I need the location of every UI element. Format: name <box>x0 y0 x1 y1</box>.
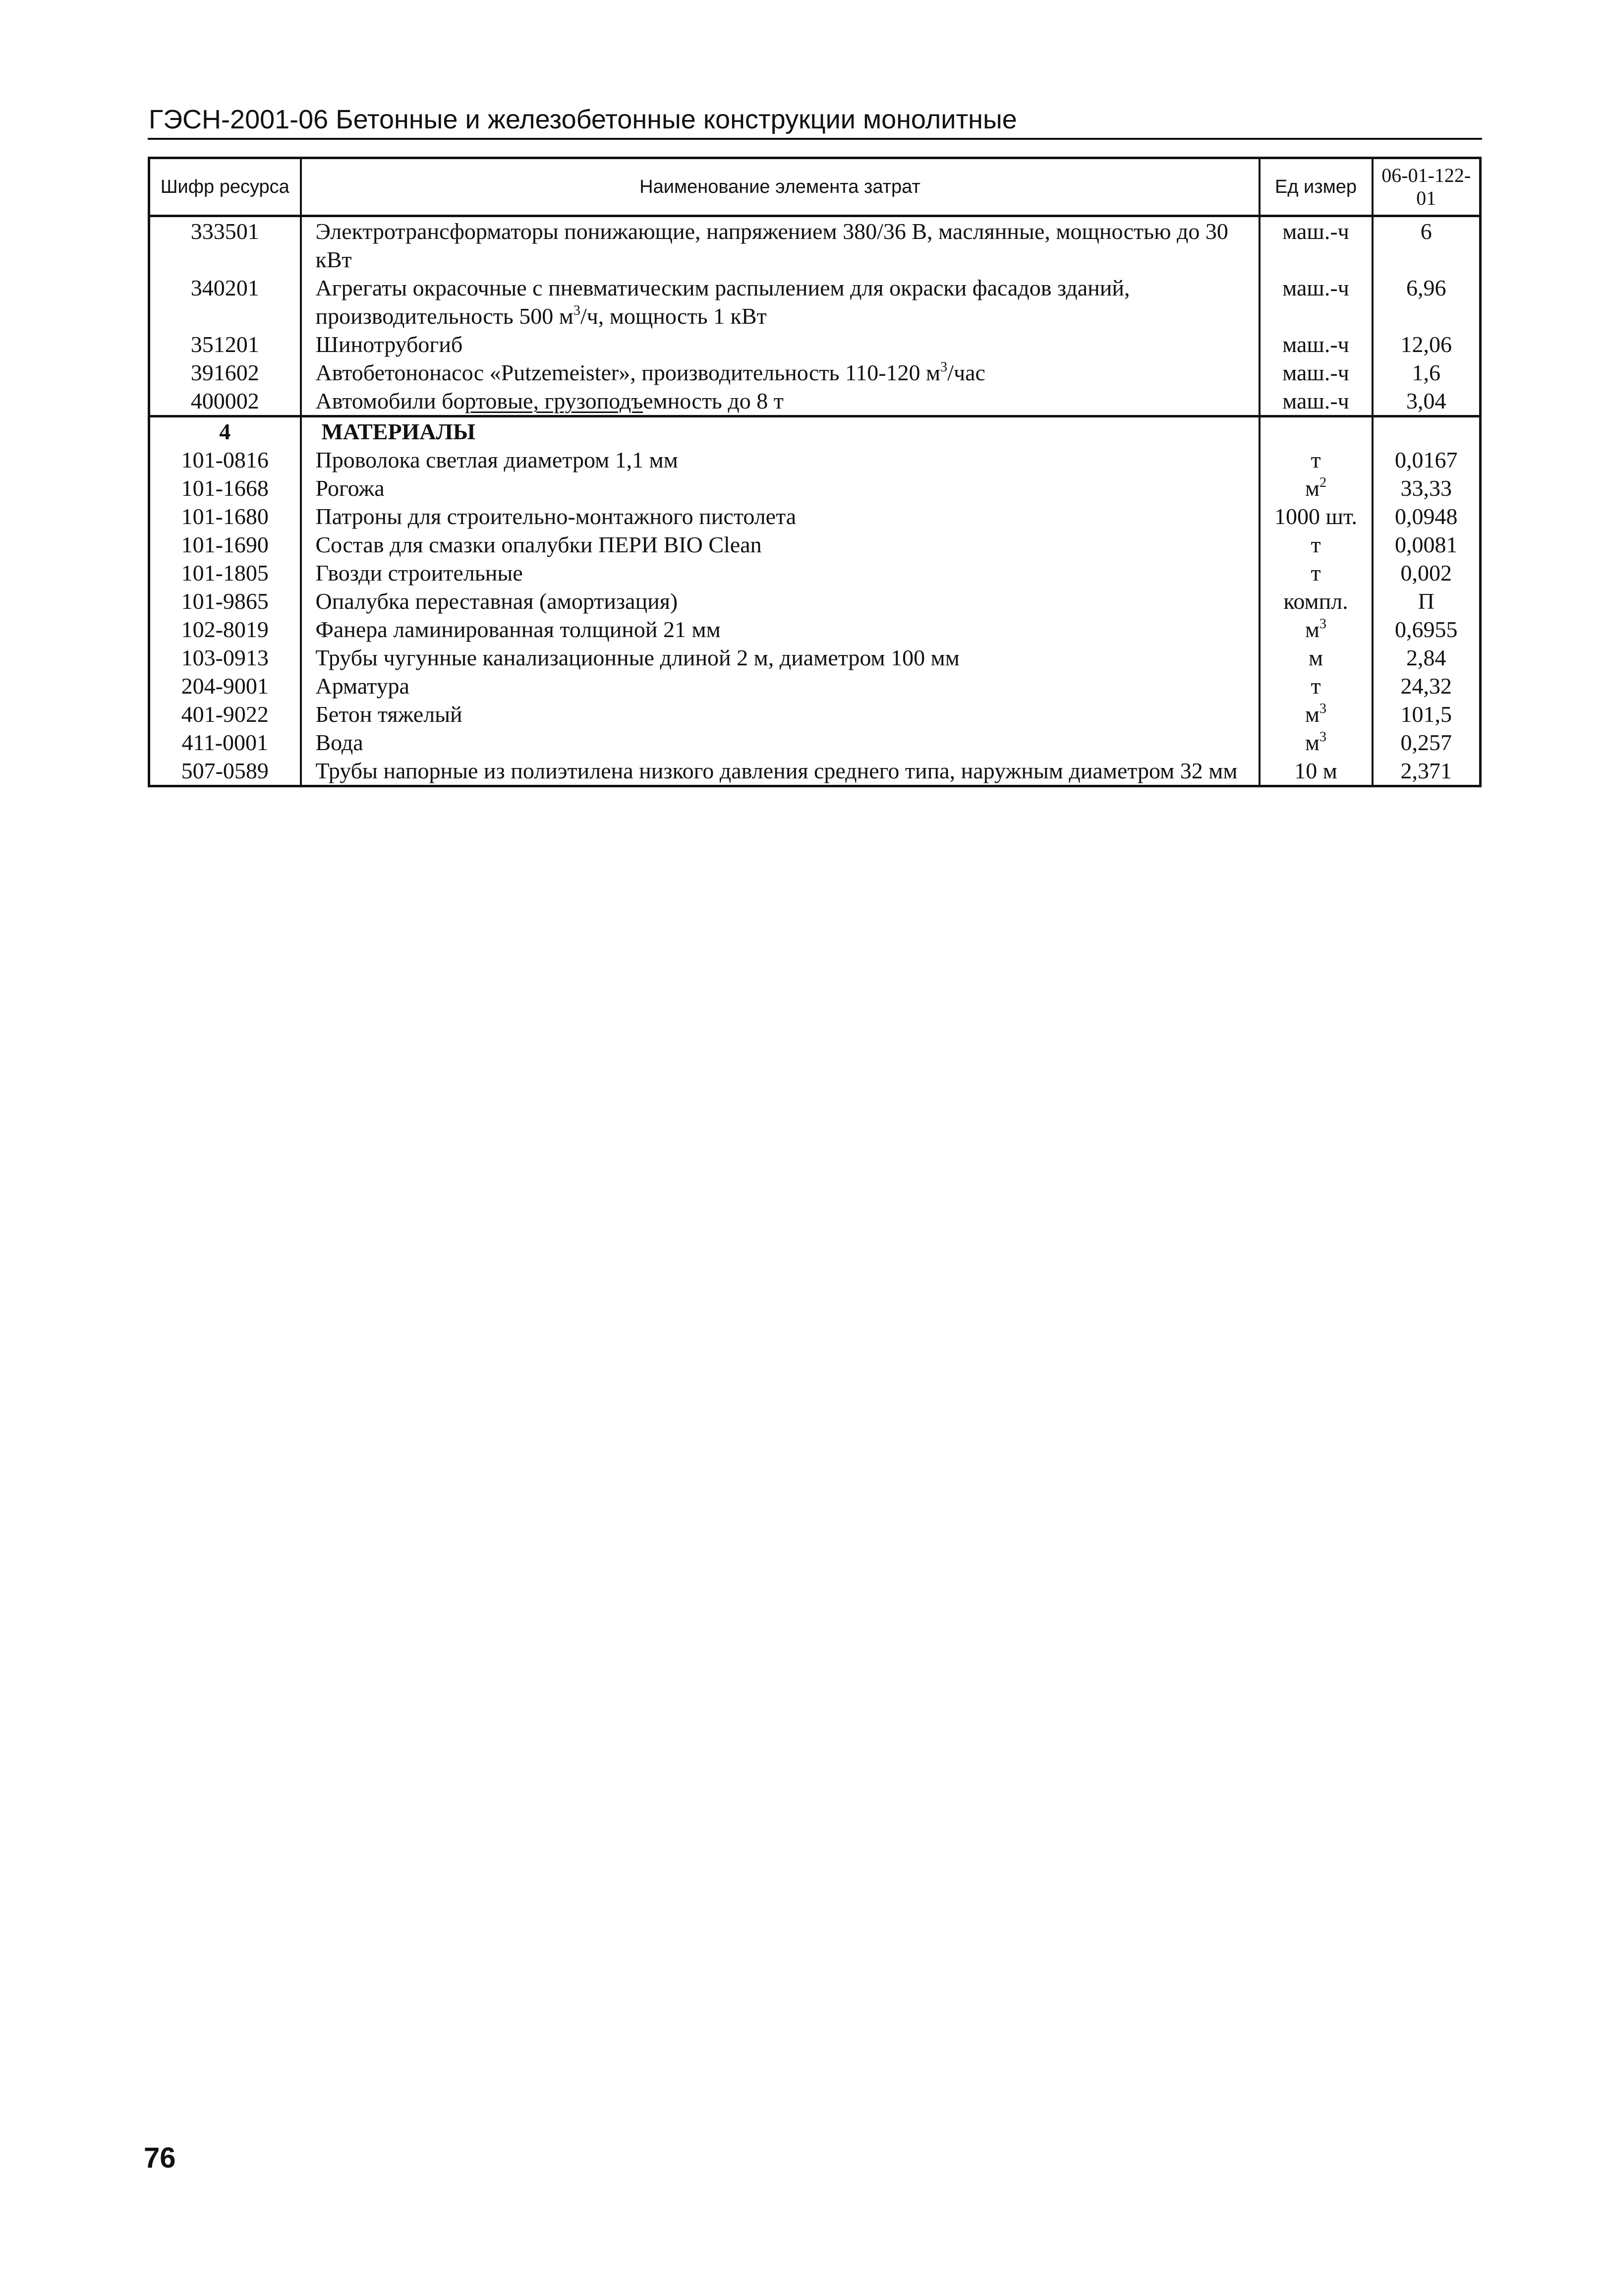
row-name: Арматура <box>301 672 1260 700</box>
row-name: Патроны для строительно-монтажного пистолета <box>301 502 1260 530</box>
row-unit-text: м <box>1305 617 1320 642</box>
table-row <box>149 274 1481 330</box>
row-unit: маш.-ч <box>1260 274 1373 330</box>
table-row <box>149 644 1481 672</box>
row-value: 101,5 <box>1373 700 1481 728</box>
row-code: 101-1805 <box>149 559 301 587</box>
row-value: 0,002 <box>1373 559 1481 587</box>
row-unit-superscript: 3 <box>1319 729 1327 745</box>
table-row <box>149 559 1481 587</box>
row-name: Электротрансформаторы понижающие, напряжением 380/36 В, маслянные, мощностью до 30 кВт <box>301 216 1260 274</box>
row-code: 507-0589 <box>149 757 301 786</box>
row-name-superscript: 3 <box>940 359 948 375</box>
row-code: 103-0913 <box>149 644 301 672</box>
row-name: Фанера ламинированная толщиной 21 мм <box>301 615 1260 644</box>
table-row <box>149 672 1481 700</box>
row-unit <box>1260 700 1373 728</box>
row-name <box>301 358 1260 387</box>
row-unit: т <box>1260 530 1373 559</box>
row-value: 2,84 <box>1373 644 1481 672</box>
row-name: Бетон тяжелый <box>301 700 1260 728</box>
row-unit <box>1260 474 1373 502</box>
row-unit: маш.-ч <box>1260 330 1373 358</box>
row-name: Проволока светлая диаметром 1,1 мм <box>301 446 1260 474</box>
row-unit <box>1260 416 1373 446</box>
row-name: Вода <box>301 728 1260 757</box>
row-value: 0,0081 <box>1373 530 1481 559</box>
row-code: 400002 <box>149 387 301 416</box>
table-row <box>149 474 1481 502</box>
row-unit: т <box>1260 446 1373 474</box>
table-header-row <box>149 158 1481 216</box>
column-header-name: Наименование элемента затрат <box>301 158 1260 216</box>
table-body <box>149 216 1481 786</box>
row-name-part: емность до 8 т <box>643 388 784 413</box>
row-unit: т <box>1260 672 1373 700</box>
table-row <box>149 358 1481 387</box>
row-value: 0,6955 <box>1373 615 1481 644</box>
row-code: 401-9022 <box>149 700 301 728</box>
row-unit: маш.-ч <box>1260 358 1373 387</box>
row-name: Трубы напорные из полиэтилена низкого давления среднего типа, наружным диаметром 32 мм <box>301 757 1260 786</box>
row-unit-superscript: 3 <box>1319 616 1327 632</box>
row-code: 351201 <box>149 330 301 358</box>
row-code: 101-1690 <box>149 530 301 559</box>
table-row <box>149 757 1481 786</box>
section-row <box>149 416 1481 446</box>
table-row <box>149 330 1481 358</box>
row-code: 204-9001 <box>149 672 301 700</box>
table-row <box>149 216 1481 274</box>
row-name <box>301 387 1260 416</box>
row-unit-text: м <box>1305 702 1320 727</box>
row-value: 12,06 <box>1373 330 1481 358</box>
row-value: 24,32 <box>1373 672 1481 700</box>
row-code: 101-1680 <box>149 502 301 530</box>
table-row <box>149 700 1481 728</box>
row-code: 411-0001 <box>149 728 301 757</box>
table-row <box>149 615 1481 644</box>
row-code: 101-1668 <box>149 474 301 502</box>
row-unit-superscript: 2 <box>1319 475 1327 490</box>
row-name: Гвозди строительные <box>301 559 1260 587</box>
row-unit-superscript: 3 <box>1319 701 1327 716</box>
row-name: Шинотрубогиб <box>301 330 1260 358</box>
row-unit: 10 м <box>1260 757 1373 786</box>
row-name-superscript: 3 <box>573 303 580 318</box>
row-unit: т <box>1260 559 1373 587</box>
row-name <box>301 274 1260 330</box>
table-header <box>149 158 1481 216</box>
table-row <box>149 502 1481 530</box>
row-value: 1,6 <box>1373 358 1481 387</box>
row-unit: маш.-ч <box>1260 387 1373 416</box>
row-name-part: /ч, мощность 1 кВт <box>580 303 767 329</box>
row-value: П <box>1373 587 1481 615</box>
row-value: 3,04 <box>1373 387 1481 416</box>
row-name: Рогожа <box>301 474 1260 502</box>
row-code: 391602 <box>149 358 301 387</box>
table-row <box>149 387 1481 416</box>
row-unit-text: м <box>1305 475 1320 501</box>
row-code: 102-8019 <box>149 615 301 644</box>
row-unit: компл. <box>1260 587 1373 615</box>
page-header <box>148 97 1482 140</box>
section-title: МАТЕРИАЛЫ <box>301 416 1260 446</box>
table-row <box>149 728 1481 757</box>
row-unit: маш.-ч <box>1260 216 1373 274</box>
row-name-part: Агрегаты окрасочные с пневматическим распылением для окраски фасадов зданий, производительность 500 м <box>315 275 1130 329</box>
row-unit: м <box>1260 644 1373 672</box>
row-unit-text: м <box>1305 730 1320 755</box>
table-row <box>149 587 1481 615</box>
row-name-part: /час <box>947 360 985 385</box>
column-header-value: 06-01-122-01 <box>1373 158 1481 216</box>
table-row <box>149 446 1481 474</box>
row-code: 340201 <box>149 274 301 330</box>
row-unit: 1000 шт. <box>1260 502 1373 530</box>
row-unit <box>1260 615 1373 644</box>
row-code: 333501 <box>149 216 301 274</box>
row-value: 0,0948 <box>1373 502 1481 530</box>
column-header-unit: Ед измер <box>1260 158 1373 216</box>
row-value: 6 <box>1373 216 1481 274</box>
row-value: 2,371 <box>1373 757 1481 786</box>
table-row <box>149 530 1481 559</box>
cost-table <box>148 157 1482 787</box>
row-name-underlined-part: ртовые, грузоподъ <box>464 388 643 413</box>
row-name: Опалубка переставная (амортизация) <box>301 587 1260 615</box>
row-name: Трубы чугунные канализационные длиной 2 м, диаметром 100 мм <box>301 644 1260 672</box>
column-header-code: Шифр ресурса <box>149 158 301 216</box>
row-value: 0,257 <box>1373 728 1481 757</box>
row-value: 0,0167 <box>1373 446 1481 474</box>
page-number: 76 <box>144 2142 176 2174</box>
row-name-part: Автобетононасос «Putzemeister», производительность 110-120 м <box>315 360 941 385</box>
row-code: 101-0816 <box>149 446 301 474</box>
row-value: 33,33 <box>1373 474 1481 502</box>
row-value: 6,96 <box>1373 274 1481 330</box>
row-name-part: Автомобили бо <box>315 388 465 413</box>
row-name: Состав для смазки опалубки ПЕРИ BIO Clean <box>301 530 1260 559</box>
page-title: ГЭСН-2001-06 Бетонные и железобетонные конструкции монолитные <box>149 105 1017 134</box>
row-value <box>1373 416 1481 446</box>
section-code: 4 <box>149 416 301 446</box>
row-code: 101-9865 <box>149 587 301 615</box>
row-unit <box>1260 728 1373 757</box>
